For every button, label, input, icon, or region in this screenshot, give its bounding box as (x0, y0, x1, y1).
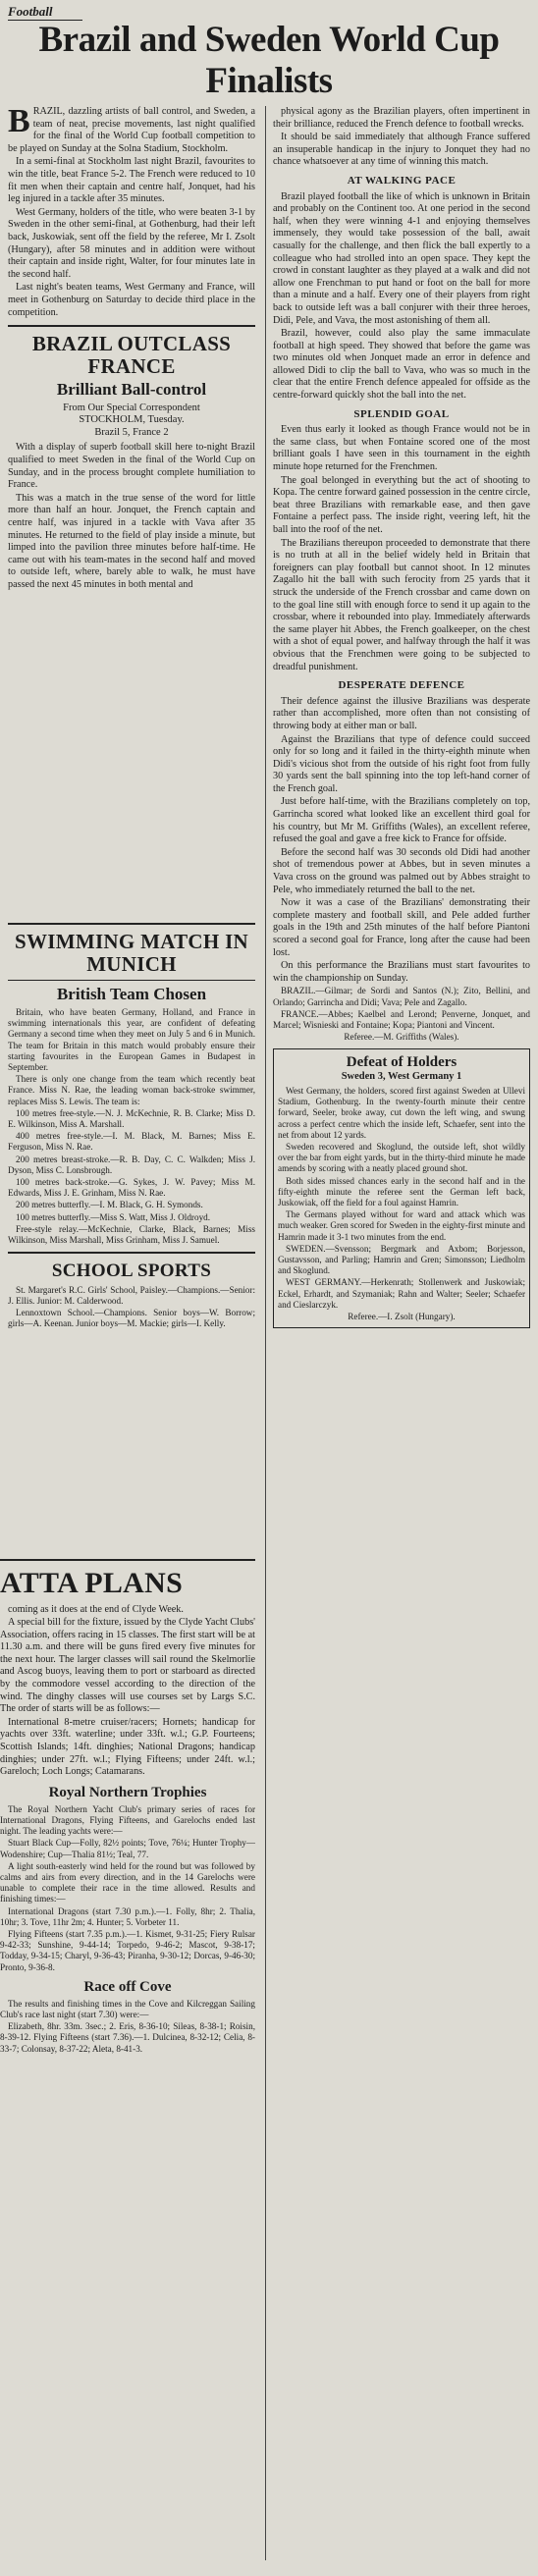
headline: Brazil and Sweden World Cup Finalists (38, 20, 500, 101)
subheading: DESPERATE DEFENCE (338, 679, 465, 692)
body-paragraph: There is only one change from the team which recently beat France. Miss N. Rae, the leading woman back-stroke swimmer, replaces Miss S. Lewis. The team is: (8, 1074, 255, 1106)
body-paragraph: Stuart Black Cup—Folly, 82½ points; Tove, 76¼; Hunter Trophy—Wodenshire; Cup—Thalia 81½; Teal, 77. (0, 1838, 255, 1859)
brazil-outclass-subhead: Brilliant Ball-control (56, 379, 207, 399)
body-paragraph: West Germany, holders of the title, who were beaten 3-1 by Sweden in the other semi-final, at Gothenburg, had their left back, Juskowiak, sent off the field by the referee, Mr I. Zsolt (Hungary), after 58 minutes and in addition were without their captain and inside right, Walter, for four minutes late in the second half. (8, 206, 255, 280)
divider (8, 980, 255, 982)
swim-event: Free-style relay.—McKechnie, Clarke, Black, Barnes; Miss Wilkinson, Miss Marshall, Miss Grinham, Miss J. Samuel. (8, 1223, 255, 1246)
divider (8, 325, 255, 327)
body-paragraph: Even thus early it looked as though France would not be in the same class, but when Fontaine scored one of the most brilliant goals I have seen in this tournament in the eighth minute hope returned for the Frenchmen. (273, 424, 530, 473)
body-paragraph: Before the second half was 30 seconds old Didi had another shot of tremendous power at Abbes, but in seven minutes a Vava cross on the ground was palmed out by Abbes straight to Pele, who immediately returned the ball to the net. (273, 846, 530, 895)
divider (0, 1559, 255, 1561)
left-column-middle (8, 923, 255, 1551)
defeat-head: Defeat of Holders (346, 1054, 457, 1071)
body-paragraph: A special bill for the fixture, issued by the Clyde Yacht Clubs' Association, offers racing in 15 classes. The first start will be at 11.30 a.m. and there will be guns fired every five minutes for the next hour. The larger classes will sail round the Skelmorlie and Ascog buoys, leaving them to port or starboard as directed by the commodore vessel according to the direction of the wind. The dinghy classes will use courses set by Largs S.C. The order of starts will be as follows:— (0, 1617, 255, 1715)
left-column-upper (8, 106, 255, 911)
body-paragraph: International Dragons (start 7.30 p.m.).—1. Folly, 8hr; 2. Thalia, 10hr; 3. Tove, 11hr 2m; 4. Hunter; 5. Vorbeter 11. (0, 1905, 255, 1927)
body-paragraph: physical agony as the Brazilian players, often impertinent in their brilliance, reduced the French defence to football wrecks. (273, 106, 530, 130)
left-column-lower (0, 1559, 255, 2564)
body-paragraph: The results and finishing times in the Cove and Kilcreggan Sailing Club's race last night (start 7.30) were:— (0, 1998, 255, 2020)
body-paragraph: Britain, who have beaten Germany, Holland, and France in swimming internationals this year, are confident of defeating Germany a second time when they meet on July 5 and 6 in Munich. The team for Britain in this match would probably ensure their starting favourites in the European Games in Budapest in September. (8, 1007, 255, 1073)
body-paragraph: International 8-metre cruiser/racers; Hornets; handicap for yachts over 33ft. waterline; under 33ft. w.l.; G.P. Fourteens; Scottish Islands; 14ft. dinghies; National Dragons; handicap dinghies; under 27ft. w.l.; Flying Fifteens; under 24ft. w.l.; Gareloch; Loch Longs; Catamarans. (0, 1716, 255, 1778)
swim-event: 100 metres free-style.—N. J. McKechnie, R. B. Clarke; Miss D. E. Wilkinson, Miss A. Marshall. (8, 1107, 255, 1130)
body-paragraph: Brazil, however, could also play the same immaculate football at high speed. They showed that before the game was two minutes old when Jonquet made an error in defence and allowed Didi to clip the ball to Vava, who was so much in the clear that the entire French defence appealed for offside as the centre-forward quickly shot the ball into the net. (273, 328, 530, 402)
team-lineup: BRAZIL.—Gilmar; de Sordi and Santos (N.); Zito, Bellini, and Orlando; Garrincha and Didi; Vava; Pele and Zagallo. (273, 986, 530, 1007)
body-paragraph: The Royal Northern Yacht Club's primary series of races for International Dragons, Flying Fifteens, and Garelochs ended last night. The leading yachts were:— (0, 1803, 255, 1837)
score-line: Sweden 3, West Germany 1 (341, 1071, 462, 1083)
body-paragraph: On this performance the Brazilians must start favourites to win the championship on Sunday. (273, 960, 530, 984)
swim-event: 100 metres back-stroke.—G. Sykes, J. W. Pavey; Miss M. Edwards, Miss J. E. Grinham, Miss N. Rae. (8, 1177, 255, 1199)
defeat-of-holders-box (273, 1048, 530, 1328)
referee-line: Referee.—I. Zsolt (Hungary). (348, 1312, 456, 1322)
dateline: STOCKHOLM, Tuesday. (79, 414, 185, 426)
body-paragraph: Brazil played football the like of which is unknown in Britain and probably on the Continent too. At one period in the second half, when they were winning 4-1 and enjoying themselves immensely, they would take possession of the ball, await casually for the challenge, and then flick the ball expertly to a colleague who had strolled into an open space. They kept the crowd in constant laughter as they played at a walk and did not allow one Frenchman to put hand or foot on the ball for more than a minute and a half. Every one of their players from right back to outside left was a ball conjurer with their three heroes, Didi, Pele, and Vava, the most astonishing of them all. (273, 190, 530, 326)
body-paragraph: Both sides missed chances early in the second half and in the fifty-eighth minute the referee sent the German left back, Juskowiak, off the field for a foul against Hamrin. (278, 1175, 525, 1208)
body-paragraph: It should be said immediately that although France suffered an insuperable handicap in the injury to Jonquet they had no chance whatsoever at any time of winning this match. (273, 132, 530, 168)
body-paragraph: Sweden recovered and Skoglund, the outside left, shot wildly over the bar from eight yards, but in the thirty-third minute he made amends by scoring with a neatly placed ground shot. (278, 1142, 525, 1174)
body-paragraph: Flying Fifteens (start 7.35 p.m.).—1. Kismet, 9-31-25; Fiery Rulsar 9-42-33; Sunshine, 9-44-14; Torpedo, 9-46-2; Mascot, 9-38-17; Todday, 9-34-15; Charyl, 9-36-43; Piranha, 9-30-12; Dorcas, 9-46-30; Pronto, 9-36-8. (0, 1929, 255, 1972)
body-paragraph: The goal belonged in everything but the act of shooting to Kopa. The centre forward gained possession in the centre circle, beat three Brazilians with remarkable ease, and then gave Fontaine a perfect pass. The inside right, veering left, hit the ball into the roof of the net. (273, 474, 530, 535)
body-paragraph: coming as it does at the end of Clyde Week. (8, 1603, 184, 1615)
right-column (273, 106, 530, 2564)
body-paragraph: A light south-easterly wind held for the round but was followed by calms and airs from every direction, and in the 14 Garelochs were unable to complete their race in the time allowed. Results and finishing times:— (0, 1860, 255, 1905)
swim-event: 200 metres butterfly.—I. M. Black, G. H. Symonds. (16, 1200, 203, 1210)
score-line: Brazil 5, France 2 (94, 426, 169, 438)
swim-event: 100 metres butterfly.—Miss S. Watt, Miss J. Oldroyd. (16, 1211, 211, 1222)
body-paragraph: Now it was a case of the Brazilians' demonstrating their complete mastery and football skill, and Pele added further goals in the 19th and 25th minutes of the half before Piantoni scored a second goal for France, long after the cause had been lost. (273, 897, 530, 958)
school-sports-head: SCHOOL SPORTS (51, 1260, 212, 1281)
body-paragraph: The Germans played without for ward and attack which was much weaker. Gren scored for Sweden in the eighty-first minute and Hamrin made it 3-1 two minutes from the end. (278, 1209, 525, 1242)
school-result: Lennoxtown School.—Champions. Senior boys—W. Borrow; girls—A. Keenan. Junior boys—M. Mackie; girls—I. Kelly. (8, 1308, 255, 1329)
regatta-head: ATTA PLANS (0, 1566, 184, 1599)
body-paragraph: In a semi-final at Stockholm last night Brazil, favourites to win the title, beat France 5-2. The French were reduced to 10 fit men when their captain and centre half, Jonquet, had his leg injured in a tackle after 35 minutes. (8, 156, 255, 205)
swimming-head: SWIMMING MATCH IN MUNICH (14, 929, 249, 976)
body-paragraph: This was a match in the true sense of the word for little more than half an hour. Jonquet, the French captain and centre half, was injured in a tackle with Vava after 35 minutes. He returned to the field of play inside a minute, but limped into the pavilion three minutes before half-time. He came out with his team-mates in the second half and moved to outside left, where, barely able to walk, he must have passed the next 45 minutes in both mental and (8, 492, 255, 590)
team-lineup: FRANCE.—Abbes; Kaelbel and Lerond; Penverne, Jonquet, and Marcel; Wisnieski and Fontaine; Kopa; Piantoni and Vincent. (273, 1008, 530, 1030)
subheading: SPLENDID GOAL (353, 407, 450, 420)
byline: From Our Special Correspondent (63, 402, 200, 413)
team-lineup: SWEDEN.—Svensson; Bergmark and Axbom; Borjesson, Gustavsson, and Parling; Hamrin and Gren; Simonsson; Liedholm and Skoglund. (278, 1243, 525, 1276)
section-tag: Football (8, 4, 82, 21)
column-rule (265, 106, 266, 2560)
swimming-subhead: British Team Chosen (56, 985, 207, 1003)
body-paragraph: The Brazilians thereupon proceeded to demonstrate that there is no truth at all in the belief widely held in Britain that foreigners can play football but cannot shoot. In 12 minutes Zagallo hit the ball with such ferocity from 25 yards that it struck the underside of the French crossbar and came down on to the goal line still with enough force to send it up again to the crossbar, where it rebounded into play. Immediately afterwards the same player hit Abbes, the French goalkeeper, on the chest with a shot of equal power, and halfway through the half it was obvious that the Frenchmen were going to be subjected to dreadful punishment. (273, 537, 530, 672)
dropcap: B (8, 106, 30, 139)
divider (8, 923, 255, 925)
school-result: St. Margaret's R.C. Girls' School, Paisley.—Champions.—Senior: J. Ellis. Junior: M. Calderwood. (8, 1284, 255, 1306)
brazil-outclass-head: BRAZIL OUTCLASS FRANCE (31, 331, 232, 378)
divider (8, 1252, 255, 1254)
race-off-cove-head: Race off Cove (83, 1978, 172, 1995)
swim-event: 200 metres breast-stroke.—R. B. Day, C. C. Walkden; Miss J. Dyson, Miss C. Lonsbrough. (8, 1154, 255, 1175)
subheading: AT WALKING PACE (347, 174, 457, 187)
referee-line: Referee.—M. Griffiths (Wales). (344, 1032, 459, 1043)
lead-paragraph: B RAZIL, dazzling artists of ball control, and Sweden, a team of neat, precise movements, last night qualified for the final of the World Cup football competition to be played on Sunday at the Solna Stadium, Stockholm. (8, 106, 255, 154)
swim-event: 400 metres free-style.—I. M. Black, M. Barnes; Miss E. Ferguson, Miss N. Rae. (8, 1131, 255, 1153)
body-paragraph: Elizabeth, 8hr. 33m. 3sec.; 2. Eris, 8-36-10; Sileas, 8-38-1; Roisin, 8-39-12. Flying Fifteens (start 7.36).—1. Dulcinea, 8-32-12; Celia, 8-33-7; Colonsay, 8-37-22; Aleta, 8-41-3. (0, 2021, 255, 2054)
body-paragraph: Just before half-time, with the Brazilians completely on top, Garrincha scored what looked like an excellent third goal for his country, but Mr M. Griffiths (Wales), an excellent referee, refused the goal and gave a free kick to France for offside. (273, 796, 530, 845)
royal-northern-head: Royal Northern Trophies (48, 1784, 207, 1800)
team-lineup: WEST GERMANY.—Herkenrath; Stollenwerk and Juskowiak; Eckel, Erhardt, and Szymaniak; Rahn and Walter; Seeler; Schaefer and Cieslarczyk. (278, 1277, 525, 1310)
body-paragraph: Their defence against the illusive Brazilians was desperate rather than accomplished, more often than not consisting of throwing body at either man or ball. (273, 695, 530, 731)
body-paragraph: West Germany, the holders, scored first against Sweden at Ullevi Stadium, Gothenburg. In the twenty-fourth minute their centre forward, Seeler, broke away, cut down the left wing, and swung across a perfect centre which the inside left, Schaefer, sent into the net from about 12 yards. (278, 1085, 525, 1140)
body-paragraph: Last night's beaten teams, West Germany and France, will meet in Gothenburg on Saturday to decide third place in the competition. (8, 282, 255, 318)
body-paragraph: Against the Brazilians that type of defence could succeed only for so long and it failed in the thirty-eighth minute when Didi's vicious shot from the outside of his right foot from fully 30 yards sent the ball spinning into the top left-hand corner of the French goal. (273, 733, 530, 794)
body-paragraph: With a display of superb football skill here to-night Brazil qualified to meet Sweden in the final of the World Cup on Sunday, and in the process brought complete humiliation to France. (8, 442, 255, 491)
